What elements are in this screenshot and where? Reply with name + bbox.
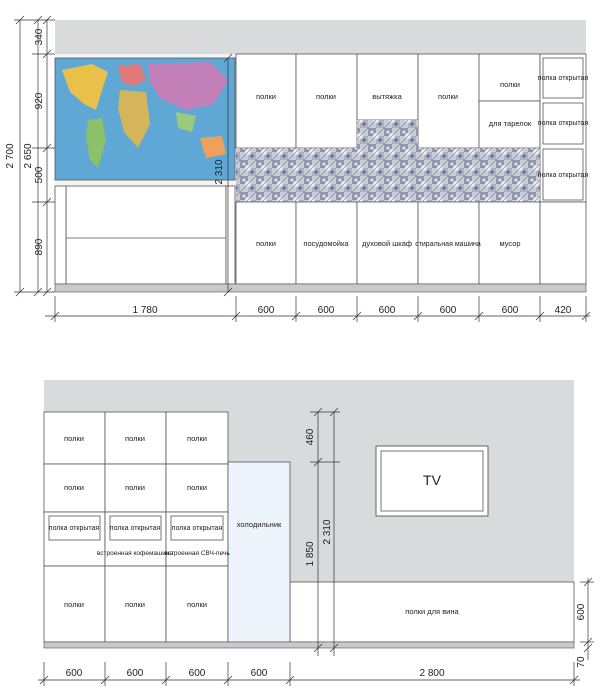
dim-2650: 2 650 (23, 143, 34, 169)
label-plates: для тарелок (488, 119, 532, 128)
dim-b-600-c: 600 (188, 668, 206, 679)
top-elevation (5, 16, 590, 322)
dim-460: 460 (305, 428, 316, 446)
label-polki-2: полки (316, 92, 336, 101)
label-trash: мусор (499, 239, 521, 248)
tile-backsplash (236, 148, 540, 202)
label-c2r3b: встроенная кофемашина (96, 550, 174, 557)
label-washer: стиральная машина (415, 241, 481, 248)
dim-1780: 1 780 (132, 305, 158, 316)
world-map-panel (55, 58, 235, 180)
dim-2310-top: 2 310 (214, 159, 225, 185)
dim-b-600-d: 600 (250, 668, 268, 679)
upper-cabinet-3 (418, 54, 479, 148)
label-dishwasher: посудомойка (303, 239, 349, 248)
dim-890: 890 (34, 238, 45, 256)
label-c3r4: полки (187, 600, 207, 609)
dim-600-d: 600 (439, 305, 457, 316)
label-c1r1: полки (64, 434, 84, 443)
dim-b-600-b: 600 (126, 668, 144, 679)
label-c1r4: полки (64, 600, 84, 609)
label-c3r3: полка открытая (171, 525, 223, 532)
dim-2700: 2 700 (5, 143, 16, 169)
label-c1r3: полка открытая (48, 525, 100, 532)
label-c3r2: полки (187, 483, 207, 492)
dim-1850: 1 850 (305, 541, 316, 567)
label-open-2: полка открытая (537, 120, 589, 127)
label-c3r3b: встроенная СВЧ-печь (164, 550, 230, 557)
plinth (55, 284, 586, 292)
upper-cabinet-1 (236, 54, 296, 148)
label-hood: вытяжка (372, 92, 402, 101)
label-open-3: полка открытая (537, 172, 589, 179)
label-c1r2: полки (64, 483, 84, 492)
dim-70: 70 (576, 656, 587, 668)
dim-600-e: 600 (501, 305, 519, 316)
label-c2r1: полки (125, 434, 145, 443)
dim-600-b: 600 (317, 305, 335, 316)
dim-420: 420 (554, 305, 572, 316)
label-tv: TV (423, 472, 441, 488)
dim-600-wine: 600 (576, 603, 587, 621)
upper-cabinet-2 (296, 54, 357, 148)
label-polki-3: полки (438, 92, 458, 101)
hood-tiles (357, 120, 418, 148)
dim-920: 920 (34, 92, 45, 110)
upper-cabinet-4 (479, 54, 540, 101)
label-c2r3: полка открытая (109, 525, 161, 532)
label-open-1: полка открытая (537, 75, 589, 82)
dim-600-a: 600 (257, 305, 275, 316)
hood-cabinet (357, 54, 418, 120)
label-oven: духовой шкаф (361, 239, 413, 248)
dim-340: 340 (34, 28, 45, 46)
label-wine: полки для вина (405, 607, 459, 616)
plinth-bottom (44, 642, 574, 648)
dim-2310-bottom: 2 310 (322, 519, 333, 545)
label-base-polki: полки (256, 239, 276, 248)
dim-2800: 2 800 (419, 668, 445, 679)
dim-600-c: 600 (378, 305, 396, 316)
left-base-cabinet (66, 186, 226, 284)
label-polki-4: полки (500, 80, 520, 89)
label-c3r1: полки (187, 434, 207, 443)
bottom-elevation (38, 380, 594, 686)
label-fridge: холодильник (236, 520, 282, 529)
fridge (228, 462, 290, 642)
label-c2r2: полки (125, 483, 145, 492)
dim-b-600-a: 600 (65, 668, 83, 679)
soffit (55, 20, 586, 54)
label-c2r4: полки (125, 600, 145, 609)
label-polki-1: полки (256, 92, 276, 101)
dim-500: 500 (34, 166, 45, 184)
